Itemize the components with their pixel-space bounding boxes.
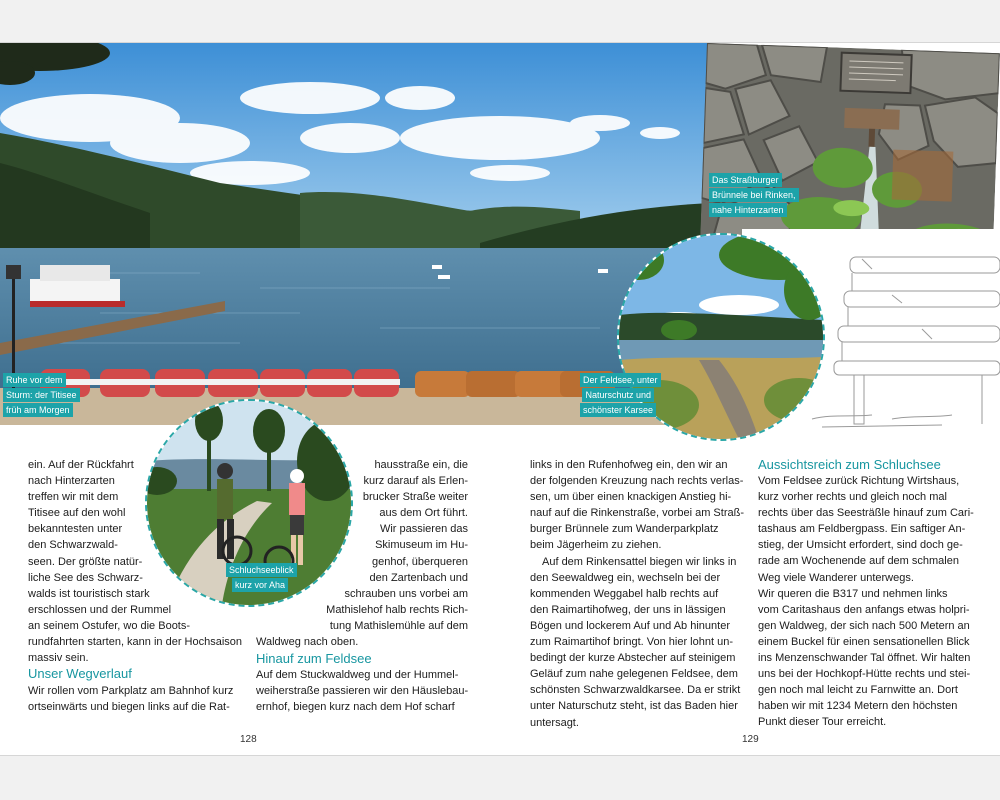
heading-schluchsee: Aussichtsreich zum Schluchsee [758, 457, 941, 472]
wegverlauf-text: Wir rollen vom Parkplatz am Bahnhof kurz ortseinwärts und biegen links auf die Rat- [28, 685, 234, 714]
feldsee-text: Auf dem Stuckwaldweg und der Hummel- weiherstraße passieren wir den Häuslebau- ernhof, biegen kurz nach dem Hof scharf [256, 669, 469, 714]
right-page-column-2: Vom Feldsee zurück Richtung Wirtshaus, kurz vorher rechts und gleich noch mal rechts über das Seesträßle hinauf zum Cari- tashaus am Feldbergpass. Ein saftiger An- stieg, der Umsicht erfordert, sind doch ge- rade am Wochenende auf dem schmalen Weg viele Wanderer unterwegs. Wir queren die B317 und nehmen links vom Caritashaus den anfangs etwas holpri- gen Waldweg, der sich nach 500 Metern an einem Buckel für einen sensationellen Blick ins Menzenschwander Tal öffnet. Wir halten uns bei der Hochkopf-Hütte rechts und stei- gen noch mal leicht zu Farnwitte an. Dort haben wir mit 1234 Metern den höchsten Punkt dieser Tour erreicht. [758, 475, 974, 729]
caption-schluchsee: Schluchseeblick kurz vor Aha [226, 563, 297, 593]
titisee-photo [0, 43, 710, 425]
left-page-column-1: ein. Auf der Rückfahrt nach Hinterzarten treffen wir mit dem Titisee auf den wohl bekanntesten unter den Schwarzwald- seen. Der größte natür- liche See des Schwarz- walds ist touristisch stark erschlossen und der Rummel an seinem Ostufer, wo die Boots- rundfahrten starten, kann in der Hochsaison massiv sein. [28, 459, 243, 665]
right-page-column-1: links in den Rufenhofweg ein, den wir an der folgenden Kreuzung nach rechts verlas- sen, um über einen knackigen Anstieg hi- nauf auf die Rinkenstraße, vorbei am Straß- burger Brünnele zum Wanderparkplatz beim Jägerheim zu ziehen. Auf dem Rinkensattel biegen wir links in den Seewaldweg ein, wechseln bei der kommenden Weggabel halb rechts auf den Raimartihofweg, der uns in lässigen Bögen und lockerem Auf und Ab hinunter zum Raimartihof bringt. Von hier lohnt un- bedingt der kurze Abstecher auf steinigem Geläuf zum nahe gelegenen Feldsee, dem schönsten Schwarzwaldkarsee. Da er strikt unter Naturschutz steht, ist das Baden hier untersagt. [530, 459, 744, 729]
heading-wegverlauf: Unser Wegverlauf [28, 666, 132, 681]
heading-feldsee: Hinauf zum Feldsee [256, 651, 372, 666]
caption-titisee: Ruhe vor dem Sturm: der Titisee früh am Morgen [3, 373, 80, 418]
book-spread [0, 42, 1000, 756]
left-page-column-2: hausstraße ein, die kurz darauf als Erlen- brucker Straße weiter aus dem Ort führt. Wir passieren das Skimuseum im Hu- genhof, überqueren den Zartenbach und schrauben uns vorbei am Mathislehof halb rechts Rich- tung Mathislemühle auf dem Waldweg nach oben. [256, 459, 468, 649]
caption-strassburger-bruennele: Das Straßburger Brünnele bei Rinken, nahe Hinterzarten [709, 173, 799, 218]
caption-feldsee: Der Feldsee, unter Naturschutz und schönster Karsee [580, 373, 654, 418]
page-number-right: 129 [742, 734, 759, 745]
strassburger-bruennele-photo [700, 43, 1000, 259]
page-number-left: 128 [240, 734, 257, 745]
